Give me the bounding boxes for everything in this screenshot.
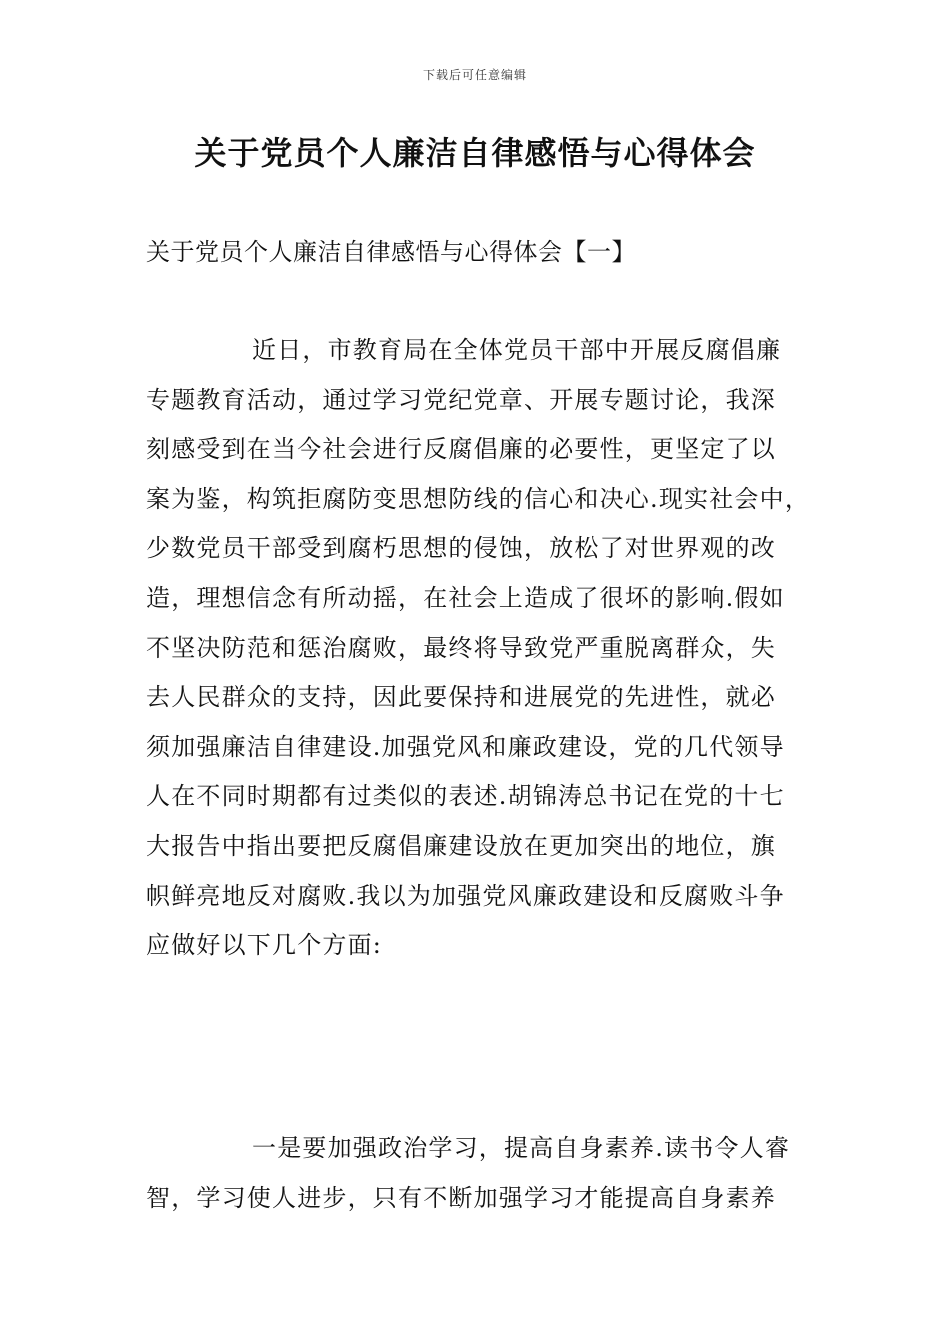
paragraph-1 xyxy=(146,326,816,971)
paragraph-line: 大报告中指出要把反腐倡廉建设放在更加突出的地位，旗 xyxy=(146,831,776,860)
paragraph-line: 专题教育活动，通过学习党纪党章、开展专题讨论，我深 xyxy=(146,385,776,414)
paragraph-line: 近日，市教育局在全体党员干部中开展反腐倡廉 xyxy=(252,336,782,364)
paragraph-line: 智，学习使人进步，只有不断加强学习才能提高自身素养 xyxy=(146,1183,776,1212)
paragraph-line: 去人民群众的支持，因此要保持和进展党的先进性，就必 xyxy=(146,683,776,712)
paragraph-line: 帜鲜亮地反对腐败.我以为加强党风廉政建设和反腐败斗争 xyxy=(146,881,785,910)
paragraph-line: 人在不同时期都有过类似的表述.胡锦涛总书记在党的十七 xyxy=(146,782,785,811)
paragraph-line: 案为鉴，构筑拒腐防变思想防线的信心和决心.现实社会中， xyxy=(146,484,811,513)
section-heading: 关于党员个人廉洁自律感悟与心得体会【一】 xyxy=(146,238,636,266)
paragraph-line: 应做好以下几个方面: xyxy=(146,931,383,960)
paragraph-line: 不坚决防范和惩治腐败，最终将导致党严重脱离群众，失 xyxy=(146,633,776,662)
paragraph-2 xyxy=(146,1124,816,1223)
paragraph-line: 造，理想信念有所动摇，在社会上造成了很坏的影响.假如 xyxy=(146,583,785,612)
header-note: 下载后可任意编辑 xyxy=(422,68,527,82)
paragraph-line: 刻感受到在当今社会进行反腐倡廉的必要性，更坚定了以 xyxy=(146,435,776,464)
paragraph-line: 须加强廉洁自律建设.加强党风和廉政建设，党的几代领导 xyxy=(146,732,785,761)
paragraph-line: 一是要加强政治学习，提高自身素养.读书令人睿 xyxy=(252,1134,791,1162)
document-title: 关于党员个人廉洁自律感悟与心得体会 xyxy=(194,134,756,172)
paragraph-line: 少数党员干部受到腐朽思想的侵蚀，放松了对世界观的改 xyxy=(146,534,776,563)
